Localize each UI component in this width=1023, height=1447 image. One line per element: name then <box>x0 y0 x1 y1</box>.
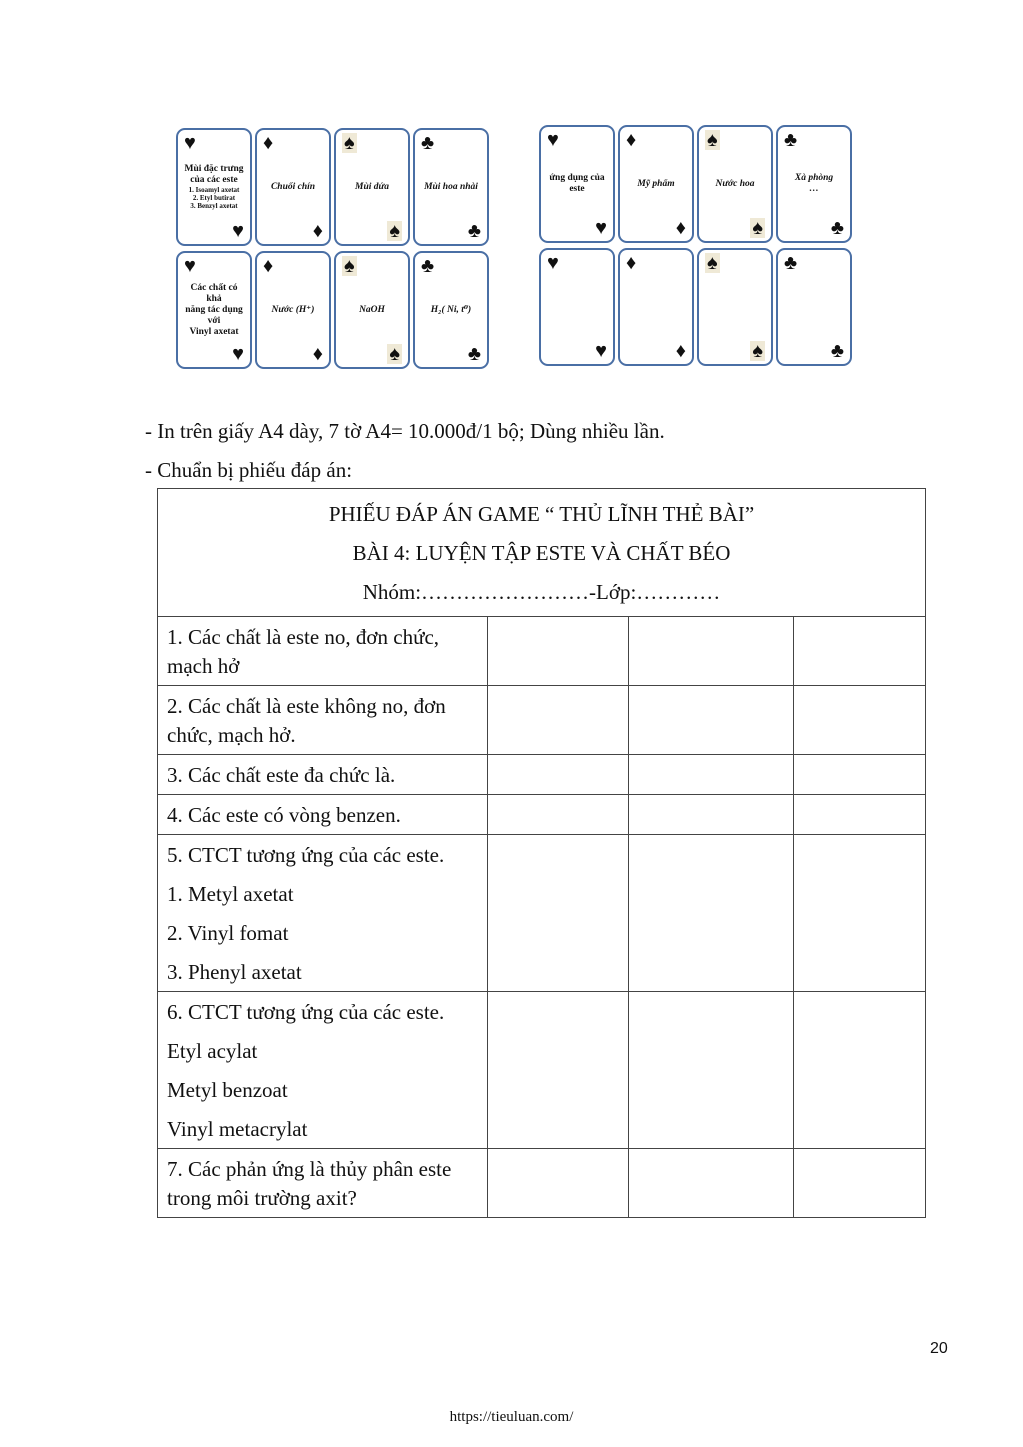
card-suit-icon: ♣ <box>784 252 798 274</box>
card-text-line: este <box>569 184 585 194</box>
card-suit-icon: ♥ <box>184 132 196 154</box>
card-suit-icon: ♣ <box>421 255 435 277</box>
table-row <box>158 755 926 795</box>
card-subitem: 3. Benzyl axetat <box>190 202 238 210</box>
card-text-line: H₂( Ni, t⁰) <box>430 304 472 315</box>
card-text-line: Mùi dứa <box>355 181 389 192</box>
card-suit-icon: ♠ <box>344 255 355 277</box>
question-text: 4. Các este có vòng benzen. <box>167 803 401 827</box>
answer-sheet-header <box>158 489 926 617</box>
question-cell <box>158 755 488 795</box>
card-text <box>261 281 325 339</box>
question-cell <box>158 992 488 1149</box>
card-suit-icon: ♣ <box>830 340 844 362</box>
card-text <box>703 155 767 213</box>
answer-cell[interactable] <box>488 686 629 755</box>
card-suit-icon: ♦ <box>312 343 323 365</box>
card-text-line: … <box>809 184 819 194</box>
prepare-answer-sheet-text: - Chuẩn bị phiếu đáp án: <box>145 458 353 482</box>
card-suit-icon: ♣ <box>467 343 481 365</box>
card-text-line: với <box>207 315 221 326</box>
question-text: 6. CTCT tương ứng của các este. <box>167 1000 445 1024</box>
playing-card <box>176 128 252 246</box>
answer-cell[interactable] <box>488 992 629 1149</box>
playing-card <box>176 251 252 369</box>
card-text <box>703 278 767 336</box>
question-subitem: 2. Vinyl fomat <box>167 921 289 945</box>
question-cell <box>158 795 488 835</box>
playing-card <box>697 248 773 366</box>
answer-cell[interactable] <box>794 1149 926 1218</box>
card-text-line: Vinyl axetat <box>189 326 239 337</box>
card-text-line: Các chất có khả <box>190 282 238 304</box>
card-suit-icon: ♣ <box>467 220 481 242</box>
answer-cell[interactable] <box>629 795 794 835</box>
card-suit-icon: ♣ <box>784 129 798 151</box>
answer-sheet-header-row <box>158 489 926 617</box>
playing-card <box>413 128 489 246</box>
card-text <box>419 158 483 216</box>
answer-cell[interactable] <box>629 686 794 755</box>
card-suit-icon: ♠ <box>389 220 400 242</box>
answer-cell[interactable] <box>629 1149 794 1218</box>
answer-cell[interactable] <box>488 617 629 686</box>
question-cell <box>158 686 488 755</box>
playing-card <box>334 128 410 246</box>
question-text: 2. Các chất là este không no, đơn chức, mạch hở. <box>167 694 446 747</box>
card-text-line: Mùi hoa nhài <box>424 181 478 192</box>
playing-card <box>413 251 489 369</box>
card-suit-icon: ♥ <box>547 129 559 151</box>
card-text-line: Mùi đặc trưng <box>184 164 244 174</box>
group-class-line: Nhóm:……………………-Lớp:………… <box>362 580 721 604</box>
card-text-line: Nước hoa <box>715 178 755 189</box>
answer-cell[interactable] <box>794 992 926 1149</box>
answer-cell[interactable] <box>629 755 794 795</box>
card-suit-icon: ♠ <box>752 340 763 362</box>
card-suit-icon: ♣ <box>421 132 435 154</box>
playing-card <box>539 248 615 366</box>
card-text-line: năng tác dụng <box>185 304 243 315</box>
playing-card <box>618 248 694 366</box>
answer-cell[interactable] <box>488 1149 629 1218</box>
card-suit-icon: ♠ <box>752 217 763 239</box>
answer-sheet-table <box>157 488 926 1218</box>
answer-cell[interactable] <box>488 755 629 795</box>
playing-card <box>255 251 331 369</box>
card-suit-icon: ♦ <box>675 217 686 239</box>
card-suit-icon: ♠ <box>389 343 400 365</box>
card-text <box>261 158 325 216</box>
card-suit-icon: ♦ <box>263 132 274 154</box>
question-text: 3. Các chất este đa chức là. <box>167 763 396 787</box>
answer-cell[interactable] <box>488 795 629 835</box>
card-text <box>782 278 846 336</box>
question-subitem: 3. Phenyl axetat <box>167 960 302 984</box>
card-text <box>340 281 404 339</box>
table-row <box>158 992 926 1149</box>
playing-card <box>776 248 852 366</box>
question-subitem: Metyl benzoat <box>167 1078 288 1102</box>
card-suit-icon: ♦ <box>263 255 274 277</box>
card-text <box>182 158 246 216</box>
card-text <box>545 278 609 336</box>
question-cell <box>158 1149 488 1218</box>
playing-cards-left-set <box>176 128 489 369</box>
card-suit-icon: ♥ <box>232 220 244 242</box>
card-text <box>545 155 609 213</box>
card-subitem: 2. Etyl butirat <box>192 194 236 202</box>
answer-cell[interactable] <box>629 835 794 992</box>
card-suit-icon: ♣ <box>830 217 844 239</box>
card-suit-icon: ♥ <box>184 255 196 277</box>
card-text <box>340 158 404 216</box>
card-text-line: Xà phòng <box>794 173 834 183</box>
card-text <box>624 155 688 213</box>
card-suit-icon: ♠ <box>707 252 718 274</box>
card-suit-icon: ♥ <box>595 340 607 362</box>
answer-cell[interactable] <box>794 755 926 795</box>
table-row <box>158 835 926 992</box>
card-suit-icon: ♦ <box>675 340 686 362</box>
card-text <box>182 281 246 339</box>
card-subitem: 1. Isoamyl axetat <box>188 186 240 194</box>
playing-cards-right-set <box>539 125 852 366</box>
card-text <box>419 281 483 339</box>
answer-cell[interactable] <box>794 795 926 835</box>
card-suit-icon: ♥ <box>547 252 559 274</box>
question-text: 5. CTCT tương ứng của các este. <box>167 843 445 867</box>
playing-card <box>334 251 410 369</box>
question-cell <box>158 835 488 992</box>
question-text: 1. Các chất là este no, đơn chức, mạch hở <box>167 625 440 678</box>
card-suit-icon: ♦ <box>626 129 637 151</box>
card-suit-icon: ♠ <box>344 132 355 154</box>
answer-cell[interactable] <box>794 617 926 686</box>
question-subitem: Etyl acylat <box>167 1039 258 1063</box>
card-text-line: Chuối chín <box>270 181 316 192</box>
table-row <box>158 1149 926 1218</box>
card-text <box>624 278 688 336</box>
question-subitem: 1. Metyl axetat <box>167 882 294 906</box>
answer-cell[interactable] <box>794 686 926 755</box>
card-text <box>782 155 846 213</box>
page-number: 20 <box>930 1340 948 1357</box>
answer-cell[interactable] <box>629 992 794 1149</box>
question-text: 7. Các phản ứng là thủy phân este trong môi trường axit? <box>167 1157 452 1210</box>
table-row <box>158 686 926 755</box>
print-instruction-text: - In trên giấy A4 dày, 7 tờ A4= 10.000đ/1 bộ; Dùng nhiều lần. <box>145 419 665 443</box>
answer-sheet-title: PHIẾU ĐÁP ÁN GAME “ THỦ LĨNH THẺ BÀI” <box>328 502 755 526</box>
card-suit-icon: ♥ <box>232 343 244 365</box>
playing-card <box>618 125 694 243</box>
table-row <box>158 795 926 835</box>
card-text-line: Mỹ phẩm <box>637 178 675 189</box>
card-suit-icon: ♥ <box>595 217 607 239</box>
playing-card <box>697 125 773 243</box>
card-suit-icon: ♦ <box>312 220 323 242</box>
card-suit-icon: ♦ <box>626 252 637 274</box>
answer-cell[interactable] <box>629 617 794 686</box>
card-text-line: NaOH <box>359 304 385 315</box>
playing-card <box>776 125 852 243</box>
card-text-line: của các este <box>190 175 238 185</box>
answer-cell[interactable] <box>794 835 926 992</box>
footer-url: https://tieuluan.com/ <box>449 1409 574 1425</box>
answer-cell[interactable] <box>488 835 629 992</box>
question-subitem: Vinyl metacrylat <box>167 1117 308 1141</box>
playing-card <box>255 128 331 246</box>
card-text-line: Nước (H⁺) <box>271 304 315 315</box>
card-suit-icon: ♠ <box>707 129 718 151</box>
table-row <box>158 617 926 686</box>
card-text-line: ứng dụng của <box>549 173 605 183</box>
playing-card <box>539 125 615 243</box>
question-cell <box>158 617 488 686</box>
lesson-title: BÀI 4: LUYỆN TẬP ESTE VÀ CHẤT BÉO <box>352 541 731 565</box>
